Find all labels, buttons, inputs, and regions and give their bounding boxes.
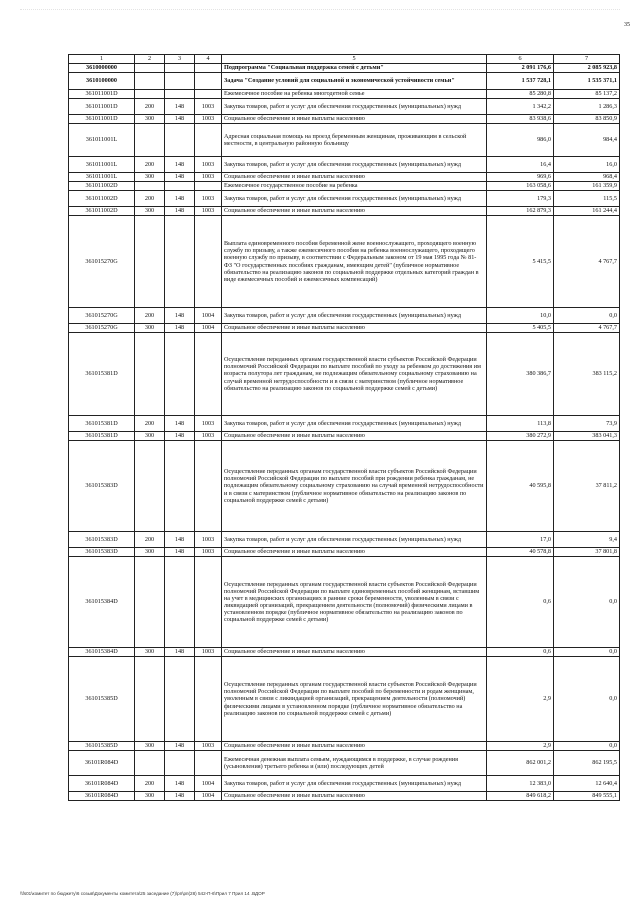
amount-year-1: 0,6 (487, 648, 554, 657)
column-number-header-row (69, 55, 620, 64)
amount-year-1: 163 058,6 (487, 182, 554, 191)
budget-code: 361011001L (69, 124, 135, 157)
amount-year-2: 2 085 923,8 (554, 64, 620, 73)
amount-year-1: 40 578,8 (487, 548, 554, 557)
section-code (195, 441, 222, 532)
budget-code: 361015383D (69, 548, 135, 557)
section-code: 1003 (195, 99, 222, 115)
section-code: 1004 (195, 792, 222, 801)
section-code (195, 216, 222, 308)
amount-year-2: 161 359,9 (554, 182, 620, 191)
amount-year-2: 0,0 (554, 742, 620, 751)
section-code (195, 333, 222, 416)
expense-type-code (135, 751, 165, 776)
amount-year-2: 4 767,7 (554, 324, 620, 333)
amount-year-1: 83 938,6 (487, 115, 554, 124)
budget-code: 361015270G (69, 216, 135, 308)
expense-type-code: 200 (135, 191, 165, 207)
item-description: Закупка товаров, работ и услуг для обеспечения государственных (муниципальных) нужд (222, 157, 487, 173)
item-description: Выплата единовременного пособия беременной жене военнослужащего, проходящего военную службу по призыву, а также ежемесячного пособия на ребенка военнослужащего, проходящего военную службу по призыву, в соответствии с Федеральным законом от 19 мая 1995 года № 81-ФЗ "О государственных пособиях гражданам, имеющим детей" (публичное нормативное обязательство на реализацию законов по социальной поддержке отдельных категорий граждан в виде ежемесячных пособий и ежемесячных компенсаций) (222, 216, 487, 308)
budget-code: 361011001D (69, 90, 135, 99)
expense-type-code: 300 (135, 324, 165, 333)
ministry-code: 148 (165, 532, 195, 548)
amount-year-1: 16,4 (487, 157, 554, 173)
ministry-code: 148 (165, 648, 195, 657)
table-row (69, 216, 620, 308)
ministry-code (165, 751, 195, 776)
section-code (195, 182, 222, 191)
ministry-code: 148 (165, 99, 195, 115)
item-description: Социальное обеспечение и иные выплаты населению (222, 173, 487, 182)
table-row (69, 532, 620, 548)
budget-code: 361015383D (69, 441, 135, 532)
ministry-code (165, 182, 195, 191)
amount-year-2: 0,0 (554, 557, 620, 648)
amount-year-1: 1 342,2 (487, 99, 554, 115)
section-code (195, 751, 222, 776)
expense-type-code (135, 333, 165, 416)
section-code: 1004 (195, 324, 222, 333)
section-code: 1003 (195, 432, 222, 441)
budget-code: 361015383D (69, 532, 135, 548)
expense-type-code: 200 (135, 776, 165, 792)
column-number: 1 (69, 55, 135, 64)
section-code (195, 557, 222, 648)
item-description: Социальное обеспечение и иные выплаты населению (222, 207, 487, 216)
item-description: Осуществление переданных органам государственной власти субъектов Российской Федерации полномочий Российской Федерации по выплате пособий по уходу за ребенком до достижения им возраста полутора лет гражданам, не подлежащим обязательному социальному страхованию на случай временной нетрудоспособности и в связи с материнством (публичное нормативное обязательство на реализацию законов по социальной поддержке семей с детьми) (222, 333, 487, 416)
table-row (69, 157, 620, 173)
section-code (195, 124, 222, 157)
amount-year-1: 969,6 (487, 173, 554, 182)
expense-type-code: 200 (135, 99, 165, 115)
column-number: 3 (165, 55, 195, 64)
expense-type-code: 300 (135, 115, 165, 124)
table-row (69, 416, 620, 432)
amount-year-1: 5 405,5 (487, 324, 554, 333)
amount-year-2: 383 041,3 (554, 432, 620, 441)
table-row (69, 90, 620, 99)
column-number: 7 (554, 55, 620, 64)
budget-code: 361011002D (69, 207, 135, 216)
amount-year-1: 179,3 (487, 191, 554, 207)
amount-year-1: 986,0 (487, 124, 554, 157)
table-row (69, 751, 620, 776)
section-code (195, 73, 222, 90)
amount-year-1: 849 618,2 (487, 792, 554, 801)
expense-type-code (135, 557, 165, 648)
budget-code: 3610100000 (69, 73, 135, 90)
budget-code: 361015384D (69, 648, 135, 657)
table-row (69, 432, 620, 441)
ministry-code: 148 (165, 308, 195, 324)
amount-year-2: 984,4 (554, 124, 620, 157)
amount-year-2: 1 535 371,1 (554, 73, 620, 90)
budget-code: 361011001L (69, 157, 135, 173)
amount-year-2: 37 801,8 (554, 548, 620, 557)
budget-code: 361015381D (69, 416, 135, 432)
expense-type-code (135, 73, 165, 90)
column-number: 4 (195, 55, 222, 64)
section-code: 1003 (195, 648, 222, 657)
ministry-code (165, 90, 195, 99)
amount-year-1: 2 091 176,6 (487, 64, 554, 73)
expense-type-code: 300 (135, 207, 165, 216)
amount-year-2: 0,0 (554, 648, 620, 657)
budget-code: 361015384D (69, 557, 135, 648)
ministry-code: 148 (165, 173, 195, 182)
section-code: 1003 (195, 548, 222, 557)
item-description: Задача "Создание условий для социальной и экономической устойчивости семьи" (222, 73, 487, 90)
ministry-code (165, 557, 195, 648)
amount-year-1: 380 272,9 (487, 432, 554, 441)
table-row (69, 73, 620, 90)
budget-code: 361011001D (69, 115, 135, 124)
table-row (69, 648, 620, 657)
table-row (69, 441, 620, 532)
amount-year-1: 1 537 728,1 (487, 73, 554, 90)
amount-year-1: 113,8 (487, 416, 554, 432)
table-row (69, 124, 620, 157)
expense-type-code (135, 90, 165, 99)
expense-type-code (135, 64, 165, 73)
section-code (195, 64, 222, 73)
amount-year-2: 4 767,7 (554, 216, 620, 308)
amount-year-2: 161 244,4 (554, 207, 620, 216)
item-description: Закупка товаров, работ и услуг для обеспечения государственных (муниципальных) нужд (222, 308, 487, 324)
table-row (69, 182, 620, 191)
budget-code: 361011002D (69, 182, 135, 191)
table-row (69, 207, 620, 216)
item-description: Социальное обеспечение и иные выплаты населению (222, 548, 487, 557)
budget-code: 361015270G (69, 308, 135, 324)
column-number: 5 (222, 55, 487, 64)
file-path-footer: \\fs01\комитет по бюджету\6 созыв\Документы комитета\25 заседание (7)\рп\рп(28) 542-П-6\Прил 7 Прил 14 .ВДОР (20, 891, 265, 896)
expense-type-code: 300 (135, 173, 165, 182)
ministry-code: 148 (165, 115, 195, 124)
item-description: Подпрограмма "Социальная поддержка семей с детьми" (222, 64, 487, 73)
amount-year-1: 5 415,5 (487, 216, 554, 308)
amount-year-1: 0,6 (487, 557, 554, 648)
ministry-code: 148 (165, 742, 195, 751)
ministry-code: 148 (165, 776, 195, 792)
amount-year-2: 115,5 (554, 191, 620, 207)
budget-code: 3610000000 (69, 64, 135, 73)
section-code: 1003 (195, 191, 222, 207)
table-row (69, 548, 620, 557)
ministry-code (165, 73, 195, 90)
budget-code: 361015381D (69, 333, 135, 416)
amount-year-2: 0,0 (554, 657, 620, 742)
amount-year-2: 37 811,2 (554, 441, 620, 532)
table-row (69, 64, 620, 73)
expense-type-code (135, 441, 165, 532)
item-description: Осуществление переданных органам государственной власти субъектов Российской Федерации полномочий Российской Федерации по выплате единовременных пособий женщинам, вставшим на учет в медицинских организациях в ранние сроки беременности, уволенным в связи с ликвидацией организаций, прекращением деятельности (полномочий) физическими лицами в установленном порядке (публичное нормативное обязательство на реализацию законов по социальной поддержке семей с детьми) (222, 557, 487, 648)
budget-code: 361011002D (69, 191, 135, 207)
item-description: Социальное обеспечение и иные выплаты населению (222, 432, 487, 441)
amount-year-2: 1 286,3 (554, 99, 620, 115)
budget-code: 361011001D (69, 99, 135, 115)
budget-code: 361015270G (69, 324, 135, 333)
amount-year-1: 10,0 (487, 308, 554, 324)
ministry-code: 148 (165, 416, 195, 432)
ministry-code: 148 (165, 191, 195, 207)
item-description: Осуществление переданных органам государственной власти субъектов Российской Федерации полномочий Российской Федерации по выплате пособий при рождении ребенка гражданам, не подлежащим обязательному социальному страхованию на случай временной нетрудоспособности и в связи с материнством (публичное нормативное обязательство на реализацию законов по социальной поддержке семей с детьми) (222, 441, 487, 532)
section-code: 1004 (195, 308, 222, 324)
expense-type-code: 300 (135, 432, 165, 441)
budget-code: 361011001L (69, 173, 135, 182)
item-description: Адресная социальная помощь на проезд беременным женщинам, проживающим в сельской местности, в центральную районную больницу (222, 124, 487, 157)
item-description: Закупка товаров, работ и услуг для обеспечения государственных (муниципальных) нужд (222, 99, 487, 115)
amount-year-2: 383 115,2 (554, 333, 620, 416)
section-code (195, 90, 222, 99)
expense-type-code: 200 (135, 157, 165, 173)
table-row (69, 324, 620, 333)
section-code (195, 657, 222, 742)
amount-year-1: 17,0 (487, 532, 554, 548)
section-code: 1003 (195, 416, 222, 432)
column-number: 2 (135, 55, 165, 64)
budget-code: 361015385D (69, 742, 135, 751)
section-code: 1004 (195, 776, 222, 792)
item-description: Социальное обеспечение и иные выплаты населению (222, 324, 487, 333)
column-number: 6 (487, 55, 554, 64)
amount-year-2: 9,4 (554, 532, 620, 548)
amount-year-1: 85 280,8 (487, 90, 554, 99)
budget-table (68, 54, 620, 801)
scan-artifact-line (20, 9, 620, 14)
budget-code: 361015381D (69, 432, 135, 441)
expense-type-code: 200 (135, 308, 165, 324)
amount-year-2: 83 850,9 (554, 115, 620, 124)
item-description: Осуществление переданных органам государственной власти субъектов Российской Федерации полномочий Российской Федерации по выплате пособий по беременности и родам женщинам, уволенным в связи с ликвидацией организаций, прекращением деятельности (полномочий) физическими лицами в установленном порядке (публичное нормативное обязательство на реализацию законов по социальной поддержке семей с детьми) (222, 657, 487, 742)
expense-type-code (135, 182, 165, 191)
budget-code: 36101R084D (69, 751, 135, 776)
section-code: 1003 (195, 157, 222, 173)
expense-type-code (135, 216, 165, 308)
table-row (69, 115, 620, 124)
amount-year-2: 12 640,4 (554, 776, 620, 792)
table-row (69, 191, 620, 207)
section-code: 1003 (195, 115, 222, 124)
table-row (69, 742, 620, 751)
amount-year-1: 162 879,3 (487, 207, 554, 216)
expense-type-code: 300 (135, 742, 165, 751)
table-row (69, 99, 620, 115)
ministry-code: 148 (165, 432, 195, 441)
table-row (69, 173, 620, 182)
budget-code: 36101R084D (69, 776, 135, 792)
ministry-code: 148 (165, 157, 195, 173)
ministry-code (165, 216, 195, 308)
ministry-code (165, 657, 195, 742)
item-description: Социальное обеспечение и иные выплаты населению (222, 742, 487, 751)
ministry-code (165, 64, 195, 73)
expense-type-code: 300 (135, 792, 165, 801)
table-row (69, 657, 620, 742)
section-code: 1003 (195, 207, 222, 216)
ministry-code (165, 124, 195, 157)
amount-year-1: 12 383,0 (487, 776, 554, 792)
expense-type-code: 300 (135, 648, 165, 657)
section-code: 1003 (195, 532, 222, 548)
item-description: Ежемесячная денежная выплата семьям, нуждающимся в поддержке, в случае рождения (усыновления) третьего ребенка и (или) последующих детей (222, 751, 487, 776)
expense-type-code: 200 (135, 416, 165, 432)
item-description: Закупка товаров, работ и услуг для обеспечения государственных (муниципальных) нужд (222, 416, 487, 432)
amount-year-1: 40 595,8 (487, 441, 554, 532)
table-row (69, 557, 620, 648)
amount-year-1: 380 386,7 (487, 333, 554, 416)
amount-year-2: 73,9 (554, 416, 620, 432)
amount-year-2: 849 555,1 (554, 792, 620, 801)
item-description: Ежемесячное государственное пособие на ребенка (222, 182, 487, 191)
section-code: 1003 (195, 173, 222, 182)
table-row (69, 308, 620, 324)
expense-type-code (135, 657, 165, 742)
budget-code: 36101R084D (69, 792, 135, 801)
table-row (69, 776, 620, 792)
ministry-code: 148 (165, 324, 195, 333)
amount-year-2: 862 195,5 (554, 751, 620, 776)
budget-code: 361015385D (69, 657, 135, 742)
amount-year-2: 16,0 (554, 157, 620, 173)
ministry-code: 148 (165, 792, 195, 801)
expense-type-code: 200 (135, 532, 165, 548)
ministry-code: 148 (165, 207, 195, 216)
item-description: Закупка товаров, работ и услуг для обеспечения государственных (муниципальных) нужд (222, 191, 487, 207)
item-description: Социальное обеспечение и иные выплаты населению (222, 792, 487, 801)
ministry-code (165, 333, 195, 416)
item-description: Закупка товаров, работ и услуг для обеспечения государственных (муниципальных) нужд (222, 776, 487, 792)
amount-year-1: 2,9 (487, 657, 554, 742)
item-description: Ежемесячное пособие на ребенка многодетной семье (222, 90, 487, 99)
amount-year-2: 0,0 (554, 308, 620, 324)
amount-year-1: 2,9 (487, 742, 554, 751)
amount-year-1: 862 001,2 (487, 751, 554, 776)
amount-year-2: 968,4 (554, 173, 620, 182)
expense-type-code (135, 124, 165, 157)
expense-type-code: 300 (135, 548, 165, 557)
item-description: Закупка товаров, работ и услуг для обеспечения государственных (муниципальных) нужд (222, 532, 487, 548)
ministry-code (165, 441, 195, 532)
amount-year-2: 85 137,2 (554, 90, 620, 99)
ministry-code: 148 (165, 548, 195, 557)
page-number: 35 (624, 22, 630, 28)
item-description: Социальное обеспечение и иные выплаты населению (222, 648, 487, 657)
table-row (69, 792, 620, 801)
table-row (69, 333, 620, 416)
item-description: Социальное обеспечение и иные выплаты населению (222, 115, 487, 124)
section-code: 1003 (195, 742, 222, 751)
